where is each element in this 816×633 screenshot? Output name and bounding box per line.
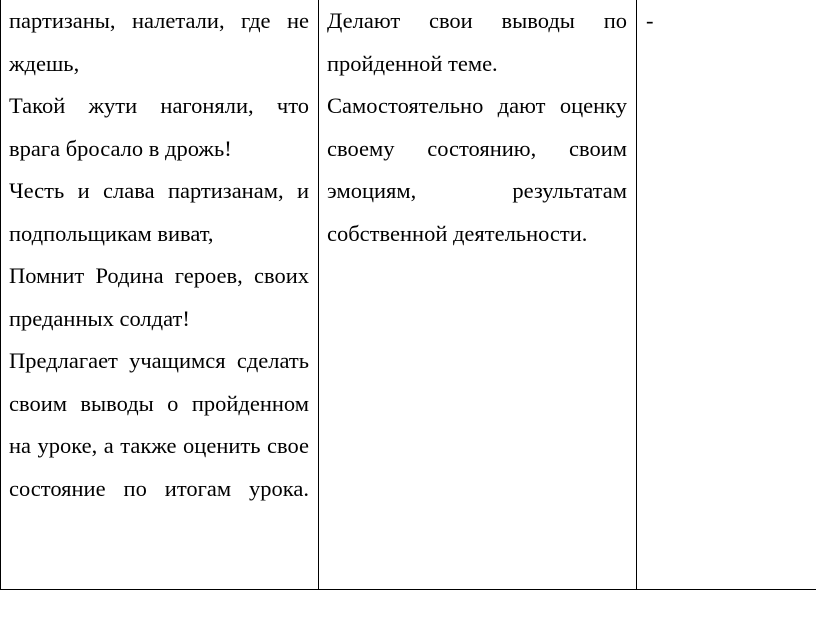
- paragraph: Честь и слава партизанам, и подпольщикам виват,: [9, 178, 309, 246]
- paragraph: Такой жути нагоняли, что врага бросало в дрожь!: [9, 93, 309, 161]
- notes-cell: [637, 0, 816, 590]
- paragraph: Помнит Родина героев, своих преданных солдат!: [9, 263, 309, 331]
- paragraph: Делают свои выводы по пройденной теме.: [327, 8, 627, 76]
- paragraph: Самостоятельно дают оценку своему состоянию, своим эмоциям, результатам собственной деятельности.: [327, 93, 627, 246]
- paragraph: партизаны, налетали, где не ждешь,: [9, 8, 309, 76]
- teacher-activity-text: [1, 0, 318, 510]
- teacher-activity-cell: [1, 0, 319, 590]
- table-row: [1, 0, 816, 590]
- paragraph: -: [646, 8, 654, 33]
- paragraph: Предлагает учащимся сделать своим выводы о пройденном на уроке, а также оценить свое состояние по итогам урока.: [9, 348, 309, 501]
- student-activity-text: [319, 0, 636, 255]
- notes-text: [637, 0, 816, 43]
- student-activity-cell: [319, 0, 637, 590]
